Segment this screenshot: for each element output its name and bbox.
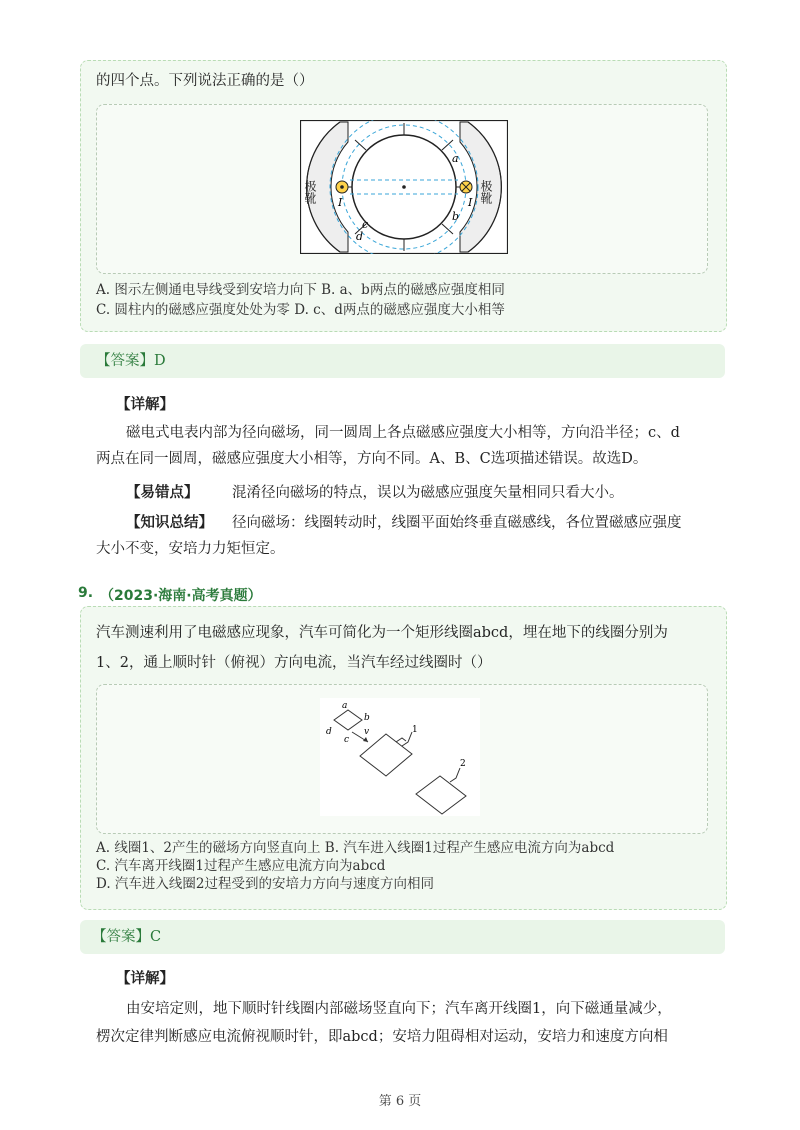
answer-8-summary-line-2: 大小不变，安培力力矩恒定。 [96, 541, 285, 557]
answer-8-mistake-text: 混淆径向磁场的特点，误以为磁感应强度矢量相同只看大小。 [232, 485, 624, 501]
answer-8-bar [80, 344, 725, 378]
question-8-option-line-1: A. 图示左侧通电导线受到安培力向下 B. a、b两点的磁感应强度相同 [96, 282, 505, 298]
answer-8-detail-line-1: 磁电式电表内部为径向磁场，同一圆周上各点磁感应强度大小相等，方向沿半径；c、d [126, 425, 680, 441]
current-label-left: I [338, 196, 343, 209]
answer-9-detail-line-1: 由安培定则，地下顺时针线圈内部磁场竖直向下；汽车离开线圈1，向下磁通量减少， [126, 1001, 672, 1017]
question-9-option-line-3: D. 汽车进入线圈2过程受到的安培力方向与速度方向相同 [96, 876, 435, 892]
question-8-figure [300, 120, 508, 254]
answer-9-bar [80, 920, 725, 954]
current-label-right: I [468, 196, 473, 209]
answer-9-detail-line-2: 楞次定律判断感应电流俯视顺时针，即abcd；安培力阻碍相对运动，安培力和速度方向相 [96, 1029, 668, 1045]
question-9-figure [320, 698, 480, 816]
answer-9-detail-title: 【详解】 [116, 970, 174, 987]
ground-coil-1-label: 1 [412, 725, 418, 735]
coil-label-a: a [342, 701, 348, 711]
answer-8-mistake-title: 【易错点】 [126, 484, 199, 501]
question-9-number: 9. [78, 585, 94, 601]
question-8-option-line-2: C. 圆柱内的磁感应强度处处为零 D. c、d两点的磁感应强度大小相等 [96, 302, 505, 318]
coil-label-b: b [364, 713, 370, 723]
question-9-stem-line-2: 1、2，通上顺时针（俯视）方向电流，当汽车经过线圈时（） [96, 655, 492, 671]
pole-label-left: 极靴 [303, 180, 317, 204]
point-b-label: b [452, 210, 460, 223]
question-9-option-line-1: A. 线圈1、2产生的磁场方向竖直向上 B. 汽车进入线圈1过程产生感应电流方向为abcd [96, 840, 615, 856]
question-9-stem-line-1: 汽车测速利用了电磁感应现象，汽车可简化为一个矩形线圈abcd，埋在地下的线圈分别为 [96, 625, 668, 641]
question-8-stem-tail: 的四个点。下列说法正确的是（） [96, 73, 314, 89]
answer-8-detail-line-2: 两点在同一圆周，磁感应强度大小相等，方向不同。A、B、C选项描述错误。故选D。 [96, 451, 648, 467]
answer-8-detail-title: 【详解】 [116, 396, 174, 413]
question-9-source: （2023·海南·高考真题） [100, 588, 262, 604]
question-9-option-line-2: C. 汽车离开线圈1过程产生感应电流方向为abcd [96, 858, 386, 874]
velocity-label: v [364, 727, 370, 737]
page-footer: 第 6 页 [378, 1094, 422, 1109]
point-d-label: d [356, 230, 364, 243]
answer-8-label: 【答案】D [96, 353, 166, 369]
point-c-label: c [362, 218, 369, 231]
ground-coil-2-label: 2 [460, 759, 466, 769]
coil-label-d: d [326, 727, 332, 737]
answer-8-summary-title: 【知识总结】 [126, 514, 213, 531]
pole-label-right: 极靴 [479, 180, 493, 204]
answer-9-label: 【答案】C [92, 929, 162, 945]
point-a-label: a [452, 152, 459, 165]
coil-label-c: c [344, 735, 350, 745]
answer-8-summary-line-1: 径向磁场：线圈转动时，线圈平面始终垂直磁感线，各位置磁感应强度 [232, 515, 682, 531]
